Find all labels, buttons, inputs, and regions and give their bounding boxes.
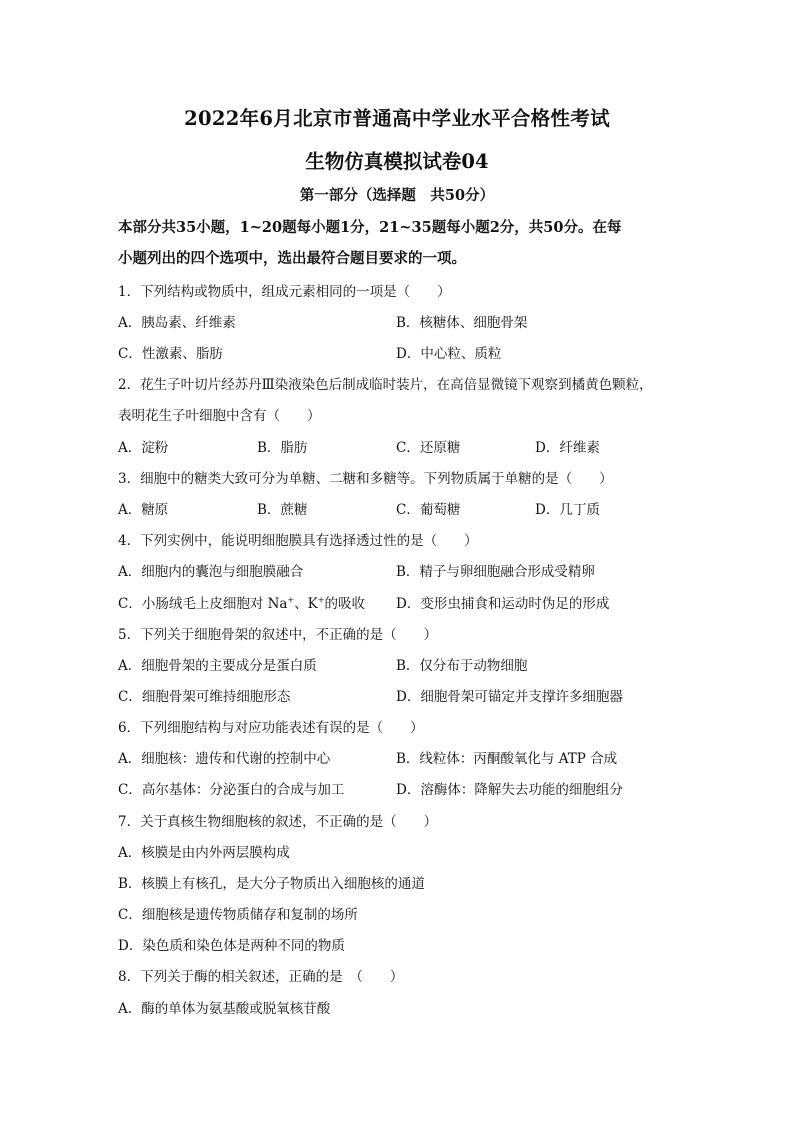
question-option: B．脂肪 [257,440,308,456]
superscript: + [287,595,295,605]
superscript: + [317,595,325,605]
question-option: A．淀粉 [118,440,169,456]
question-option: D．变形虫捕食和运动时伪足的形成 [396,596,610,612]
option-text: 、K [294,596,318,612]
exam-subtitle: 生物仿真模拟试卷04 [305,150,489,173]
question-option: B．核糖体、细胞骨架 [396,315,528,331]
question-option: D．纤维素 [535,440,600,456]
question-stem-continued: 表明花生子叶细胞中含有（ ） [118,408,321,424]
question-option: B．蔗糖 [257,502,308,518]
question-option: C．葡萄糖 [396,502,461,518]
intro-line-2: 小题列出的四个选项中，选出最符合题目要求的一项。 [118,250,466,267]
question-stem: 6．下列细胞结构与对应功能表述有误的是（ ） [118,720,424,736]
question-stem: 3．细胞中的糖类大致可分为单糖、二糖和多糖等。下列物质属于单糖的是（ ） [118,471,613,487]
question-option: D．几丁质 [535,502,600,518]
question-option: D．细胞骨架可锚定并支撑许多细胞器 [396,689,623,705]
question-option: A．糖原 [118,502,169,518]
section-heading: 第一部分（选择题 共50分） [299,187,495,204]
question-stem: 8．下列关于酶的相关叙述，正确的是 （ ） [118,969,404,985]
question-stem: 5．下列关于细胞骨架的叙述中，不正确的是（ ） [118,627,438,643]
intro-line-1: 本部分共35小题，1~20题每小题1分，21~35题每小题2分，共50分。在每 [118,219,622,236]
question-option: B．精子与卵细胞融合形成受精卵 [396,564,595,580]
question-option: C．高尔基体：分泌蛋白的合成与加工 [118,782,345,798]
question-option: C．细胞核是遗传物质储存和复制的场所 [118,907,358,923]
question-option: B．核膜上有核孔，是大分子物质出入细胞核的通道 [118,876,425,892]
question-option: C．性激素、脂肪 [118,346,223,362]
question-option: B．线粒体：丙酮酸氧化与 ATP 合成 [396,751,618,767]
exam-title: 2022年6月北京市普通高中学业水平合格性考试 [184,107,610,130]
question-option: C．细胞骨架可维持细胞形态 [118,689,291,705]
question-stem: 7．关于真核生物细胞核的叙述，不正确的是（ ） [118,814,438,830]
question-stem: 1．下列结构或物质中，组成元素相同的一项是（ ） [118,284,451,300]
question-option: A．细胞骨架的主要成分是蛋白质 [118,658,317,674]
question-option: D．染色质和染色体是两种不同的物质 [118,938,345,954]
question-option: A．核膜是由内外两层膜构成 [118,845,290,861]
question-option [118,592,365,612]
question-option: C．还原糖 [396,440,461,456]
question-option: A．胰岛素、纤维素 [118,315,236,331]
option-text: 的吸收 [324,596,365,612]
question-stem: 4．下列实例中，能说明细胞膜具有选择透过性的是（ ） [118,533,478,549]
question-option: D．溶酶体：降解失去功能的细胞组分 [396,782,623,798]
question-option: A．细胞内的囊泡与细胞膜融合 [118,564,304,580]
question-stem: 2．花生子叶切片经苏丹Ⅲ染液染色后制成临时装片，在高倍显微镜下观察到橘黄色颗粒， [118,377,653,393]
question-option: D．中心粒、质粒 [396,346,502,362]
option-text: C．小肠绒毛上皮细胞对 Na [118,596,288,612]
question-option: A．细胞核：遗传和代谢的控制中心 [118,751,331,767]
question-option: A．酶的单体为氨基酸或脱氧核苷酸 [118,1001,331,1017]
question-option: B．仅分布于动物细胞 [396,658,528,674]
